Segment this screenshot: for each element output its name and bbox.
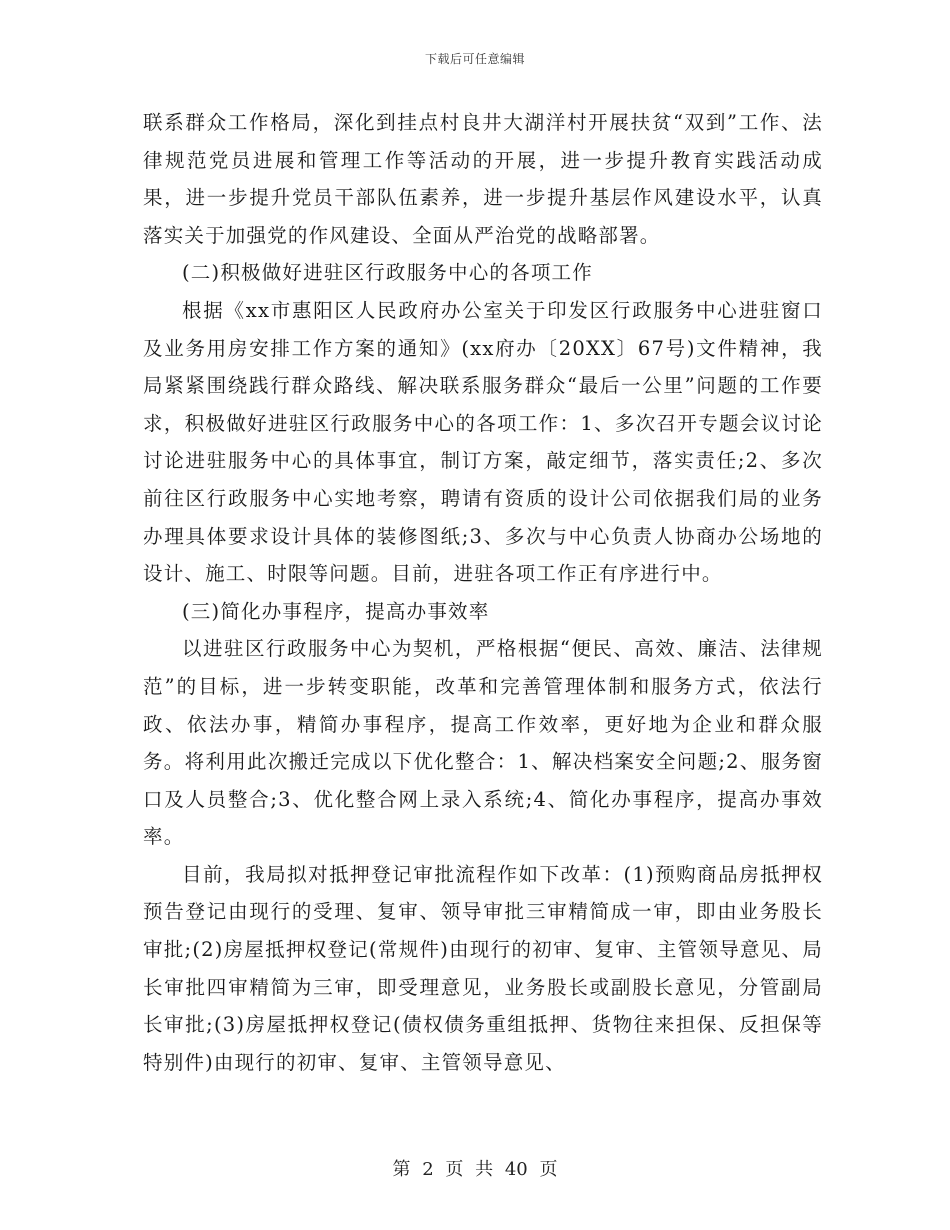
body-text (143, 104, 823, 1081)
paragraph: 根据《xx市惠阳区人民政府办公室关于印发区行政服务中心进驻窗口及业务用房安排工作方案的通知》(xx府办〔20XX〕67号)文件精神，我局紧紧围绕践行群众路线、解决联系服务群众“最后一公里”问题的工作要求，积极做好进驻区行政服务中心的各项工作：1、多次召开专题会议讨论讨论进驻服务中心的具体事宜，制订方案，敲定细节，落实责任;2、多次前往区行政服务中心实地考察，聘请有资质的设计公司依据我们局的业务办理具体要求设计具体的装修图纸;3、多次与中心负责人协商办公场地的设计、施工、时限等问题。目前，进驻各项工作正有序进行中。 (143, 298, 823, 586)
header-note: 下载后可任意编辑 (424, 52, 525, 66)
page-number: 第 2 页 共 40 页 (392, 1159, 558, 1180)
paragraph: 联系群众工作格局，深化到挂点村良井大湖洋村开展扶贫“双到”工作、法律规范党员进展和管理工作等活动的开展，进一步提升教育实践活动成果，进一步提升党员干部队伍素养，进一步提升基层作风建设水平，认真落实关于加强党的作风建设、全面从严治党的战略部署。 (143, 111, 823, 247)
paragraph: 以进驻区行政服务中心为契机，严格根据“便民、高效、廉洁、法律规范”的目标，进一步转变职能，改革和完善管理体制和服务方式，依法行政、依法办事，精简办事程序，提高工作效率，更好地为企业和群众服务。将利用此次搬迁完成以下优化整合：1、解决档案安全问题;2、服务窗口及人员整合;3、优化整合网上录入系统;4、简化办事程序，提高办事效率。 (143, 637, 823, 849)
section-heading: (二)积极做好进驻区行政服务中心的各项工作 (182, 261, 593, 285)
paragraph: 目前，我局拟对抵押登记审批流程作如下改革：(1)预购商品房抵押权预告登记由现行的受理、复审、领导审批三审精简成一审，即由业务股长审批;(2)房屋抵押权登记(常规件)由现行的初审、复审、主管领导意见、局长审批四审精简为三审，即受理意见，业务股长或副股长意见，分管副局长审批;(3)房屋抵押权登记(债权债务重组抵押、货物往来担保、反担保等特别件)由现行的初审、复审、主管领导意见、 (143, 862, 823, 1074)
section-heading: (三)简化办事程序，提高办事效率 (182, 599, 490, 623)
